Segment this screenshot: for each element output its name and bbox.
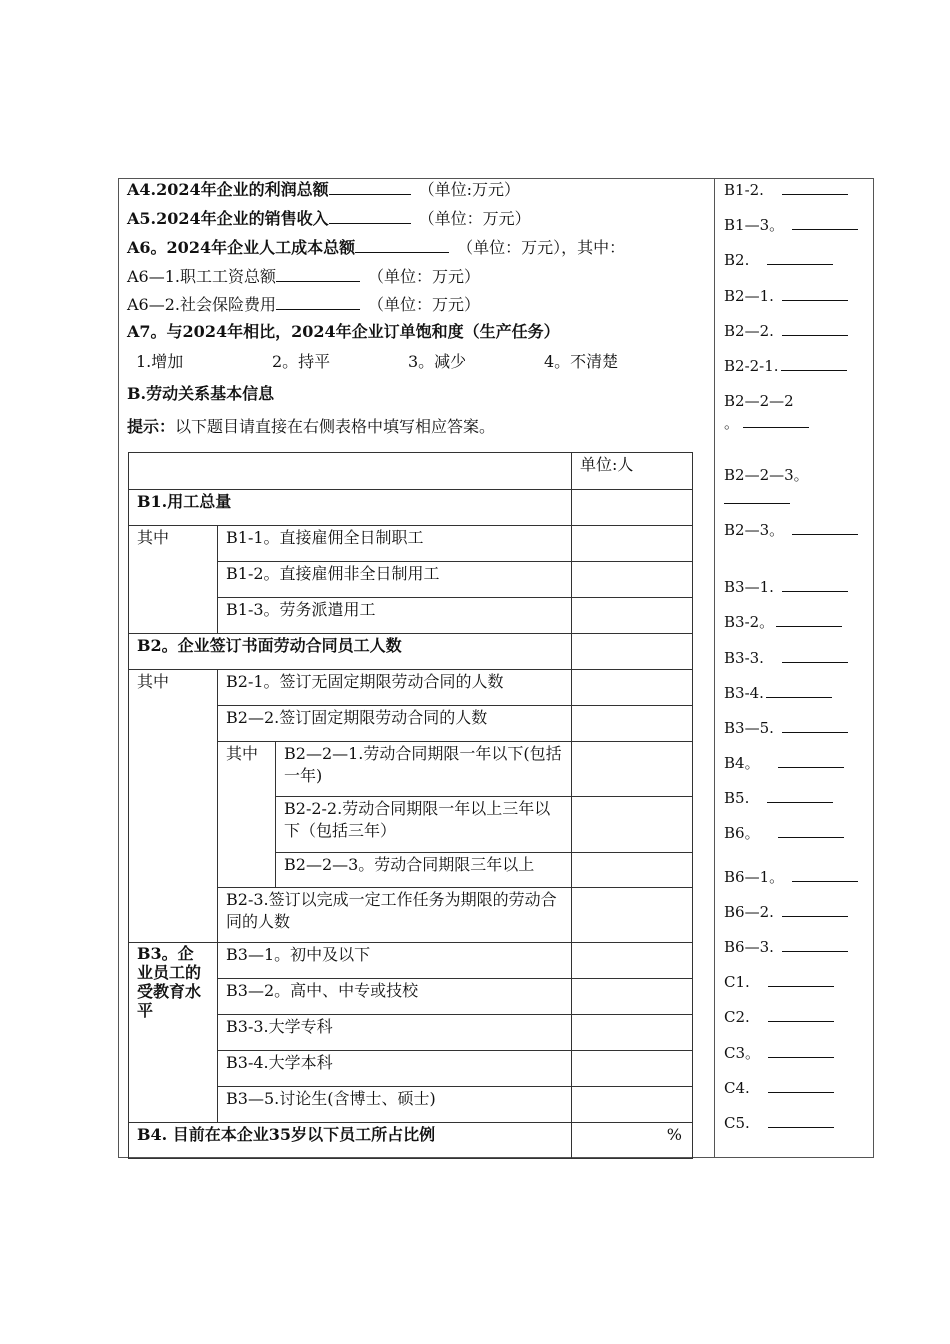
- a5-answer-blank[interactable]: [329, 205, 411, 224]
- a7-question: A7。与2024年相比，2024年企业订单饱和度（生产任务）: [127, 322, 560, 341]
- answer-blank[interactable]: [782, 902, 848, 917]
- a6-2-label: A6—2.社会保险费用: [127, 295, 277, 314]
- right-item-b2-2[interactable]: [724, 320, 848, 342]
- answer-blank[interactable]: [792, 215, 858, 230]
- answer-blank[interactable]: [768, 1078, 834, 1093]
- right-item-b5[interactable]: [724, 787, 833, 809]
- b2-label: B2。企业签订书面劳动合同员工人数: [129, 634, 572, 670]
- a6-unit: （单位：万元），其中：: [457, 238, 626, 257]
- b3-1-label: B3—1。初中及以下: [218, 943, 572, 979]
- hint-text: 以下题目请直接在右侧表格中填写相应答案。: [175, 417, 496, 436]
- right-item-b6-2[interactable]: [724, 901, 848, 923]
- b2-2-answer-cell[interactable]: [572, 706, 693, 742]
- b3-4-label: B3-4.大学本科: [218, 1051, 572, 1087]
- right-item-b6-1[interactable]: [724, 866, 858, 888]
- right-label: B3—1.: [724, 578, 774, 596]
- a6-2-answer-blank[interactable]: [276, 291, 360, 310]
- table-row: [129, 1123, 693, 1159]
- right-label: C1.: [724, 973, 750, 991]
- answer-blank[interactable]: [782, 321, 848, 336]
- answer-blank[interactable]: [782, 577, 848, 592]
- b1-1-answer-cell[interactable]: [572, 526, 693, 562]
- b4-label: B4. 目前在本企业35岁以下员工所占比例: [129, 1123, 572, 1159]
- b2-2-3-answer-cell[interactable]: [572, 853, 693, 888]
- a6-label: A6。2024年企业人工成本总额: [127, 238, 356, 257]
- b1-1-label: B1-1。直接雇佣全日制职工: [218, 526, 572, 562]
- a6-1-answer-blank[interactable]: [276, 263, 360, 282]
- table-row: [129, 490, 693, 526]
- right-item-b1-3[interactable]: [724, 214, 858, 236]
- b3-1-answer-cell[interactable]: [572, 943, 693, 979]
- answer-blank[interactable]: [767, 250, 833, 265]
- right-label: B2—2.: [724, 322, 774, 340]
- right-label: B2—2—3。: [724, 466, 809, 484]
- table-row: [129, 526, 693, 562]
- right-item-b3-1[interactable]: [724, 576, 848, 598]
- b3-2-answer-cell[interactable]: [572, 979, 693, 1015]
- answer-blank[interactable]: [768, 1043, 834, 1058]
- a4-row: [127, 176, 520, 202]
- column-divider: [714, 178, 715, 1158]
- right-label: B2—1.: [724, 287, 774, 305]
- right-item-b3-4[interactable]: [724, 682, 832, 704]
- a6-row: [127, 234, 625, 260]
- b2-2-1-answer-cell[interactable]: [572, 742, 693, 797]
- a7-option-4[interactable]: 4。不清楚: [544, 352, 619, 371]
- answer-blank[interactable]: [781, 356, 847, 371]
- header-blank-cell: [129, 453, 572, 490]
- right-item-b2-2-1[interactable]: [724, 355, 847, 377]
- right-item-c3[interactable]: [724, 1042, 834, 1064]
- a4-answer-blank[interactable]: [329, 176, 411, 195]
- table-row: [129, 943, 693, 979]
- a6-2-unit: （单位：万元）: [368, 295, 481, 314]
- right-label: B6—3.: [724, 938, 774, 956]
- right-item-c4[interactable]: [724, 1077, 834, 1099]
- right-item-b3-5[interactable]: [724, 717, 848, 739]
- right-label: B1—3。: [724, 216, 785, 234]
- right-item-b2-2-2: [724, 390, 794, 412]
- right-item-c2[interactable]: [724, 1006, 834, 1028]
- answer-blank[interactable]: [776, 612, 842, 627]
- table-header-row: [129, 453, 693, 490]
- answer-blank[interactable]: [782, 648, 848, 663]
- b3-5-label: B3—5.讨论生(含博士、硕士): [218, 1087, 572, 1123]
- b1-sub-label: 其中: [129, 526, 218, 634]
- b2-2-1-label: B2—2—1.劳动合同期限一年以下(包括一年): [276, 742, 572, 797]
- b3-3-answer-cell[interactable]: [572, 1015, 693, 1051]
- right-item-b4[interactable]: [724, 752, 844, 774]
- right-label: B5.: [724, 789, 750, 807]
- answer-blank[interactable]: [792, 867, 858, 882]
- right-label: B3-2。: [724, 613, 775, 631]
- a5-label: A5.2024年企业的销售收入: [127, 209, 329, 228]
- b3-2-label: B3—2。高中、中专或技校: [218, 979, 572, 1015]
- right-label: B2—3。: [724, 521, 785, 539]
- right-item-b6-3[interactable]: [724, 936, 848, 958]
- a6-answer-blank[interactable]: [355, 234, 449, 253]
- b1-label: B1.用工总量: [129, 490, 572, 526]
- b2-2-2-label: B2-2-2.劳动合同期限一年以上三年以下（包括三年）: [276, 797, 572, 853]
- answer-blank[interactable]: [782, 180, 848, 195]
- right-item-b6[interactable]: [724, 822, 844, 844]
- right-label: 。: [724, 414, 740, 432]
- answer-blank[interactable]: [782, 286, 848, 301]
- hint-row: [127, 415, 495, 439]
- answer-blank[interactable]: [768, 1007, 834, 1022]
- right-item-c1[interactable]: [724, 971, 834, 993]
- answer-blank[interactable]: [782, 718, 848, 733]
- answer-blank[interactable]: [768, 1113, 834, 1128]
- a6-1-unit: （单位：万元）: [368, 267, 481, 286]
- right-item-b2-2-3-blank[interactable]: [724, 488, 790, 510]
- a5-unit: （单位：万元）: [418, 209, 531, 228]
- hint-label: 提示：: [127, 417, 176, 436]
- b2-1-answer-cell[interactable]: [572, 670, 693, 706]
- answer-blank[interactable]: [743, 413, 809, 428]
- a7-option-3[interactable]: 3。减少: [408, 352, 467, 371]
- a7-option-2[interactable]: 2。持平: [272, 352, 331, 371]
- b3-3-label: B3-3.大学专科: [218, 1015, 572, 1051]
- right-label: B6—2.: [724, 903, 774, 921]
- b3-5-answer-cell[interactable]: [572, 1087, 693, 1123]
- b3-label: B3。企业员工的受教育水平: [129, 943, 218, 1123]
- right-label: B1-2.: [724, 181, 764, 199]
- right-label: B6。: [724, 824, 760, 842]
- a6-1-label: A6—1.职工工资总额: [127, 267, 277, 286]
- table-row: [129, 634, 693, 670]
- section-b-heading: B.劳动关系基本信息: [127, 384, 275, 403]
- right-item-b3-2[interactable]: [724, 611, 842, 633]
- b4-answer-cell[interactable]: %: [572, 1123, 693, 1159]
- a6-2-row: [127, 291, 480, 317]
- right-label: B3-4.: [724, 684, 764, 702]
- answer-blank[interactable]: [766, 683, 832, 698]
- b2-3-label: B2-3.签订以完成一定工作任务为期限的劳动合同的人数: [218, 888, 572, 943]
- b2-3-answer-cell[interactable]: [572, 888, 693, 943]
- b1-3-answer-cell[interactable]: [572, 598, 693, 634]
- right-label: B2.: [724, 251, 750, 269]
- answer-blank[interactable]: [782, 937, 848, 952]
- b2-sub-label: 其中: [129, 670, 218, 943]
- right-item-b2-2-3: [724, 464, 809, 486]
- a6-1-row: [127, 263, 480, 289]
- right-label: B6—1。: [724, 868, 785, 886]
- right-item-b2-3[interactable]: [724, 519, 858, 541]
- labor-info-table: [128, 452, 693, 1159]
- a4-unit: （单位:万元）: [418, 180, 521, 199]
- b2-2-2-answer-cell[interactable]: [572, 797, 693, 853]
- b2-2-3-label: B2—2—3。劳动合同期限三年以上: [276, 853, 572, 888]
- right-item-b2-1[interactable]: [724, 285, 848, 307]
- right-item-b1-2[interactable]: [724, 179, 848, 201]
- answer-blank[interactable]: [724, 489, 790, 504]
- right-label: B3—5.: [724, 719, 774, 737]
- right-label: B2—2—2: [724, 392, 794, 410]
- right-label: C2.: [724, 1008, 750, 1026]
- right-label: C4.: [724, 1079, 750, 1097]
- answer-blank[interactable]: [778, 823, 844, 838]
- answer-blank[interactable]: [768, 972, 834, 987]
- right-label: B2-2-1.: [724, 357, 779, 375]
- right-item-c5[interactable]: [724, 1112, 834, 1134]
- answer-blank[interactable]: [767, 788, 833, 803]
- a7-option-1[interactable]: 1.增加: [136, 352, 184, 371]
- right-item-b2[interactable]: [724, 249, 833, 271]
- b2-2-sub-label: 其中: [218, 742, 276, 888]
- b1-2-label: B1-2。直接雇佣非全日制用工: [218, 562, 572, 598]
- right-item-b2-2-2-cont[interactable]: [724, 412, 809, 434]
- right-item-b3-3[interactable]: [724, 647, 848, 669]
- b3-4-answer-cell[interactable]: [572, 1051, 693, 1087]
- b1-2-answer-cell[interactable]: [572, 562, 693, 598]
- right-label: B4。: [724, 754, 760, 772]
- b2-1-label: B2-1。签订无固定期限劳动合同的人数: [218, 670, 572, 706]
- right-label: C3。: [724, 1044, 761, 1062]
- b1-3-label: B1-3。劳务派遣用工: [218, 598, 572, 634]
- b1-answer-cell[interactable]: [572, 490, 693, 526]
- b2-2-label: B2—2.签订固定期限劳动合同的人数: [218, 706, 572, 742]
- answer-blank[interactable]: [792, 520, 858, 535]
- unit-header: 单位:人: [572, 453, 693, 490]
- right-label: B3-3.: [724, 649, 764, 667]
- answer-blank[interactable]: [778, 753, 844, 768]
- right-label: C5.: [724, 1114, 750, 1132]
- a5-row: [127, 205, 531, 231]
- a4-label: A4.2024年企业的利润总额: [127, 180, 329, 199]
- b2-answer-cell[interactable]: [572, 634, 693, 670]
- table-row: [129, 670, 693, 706]
